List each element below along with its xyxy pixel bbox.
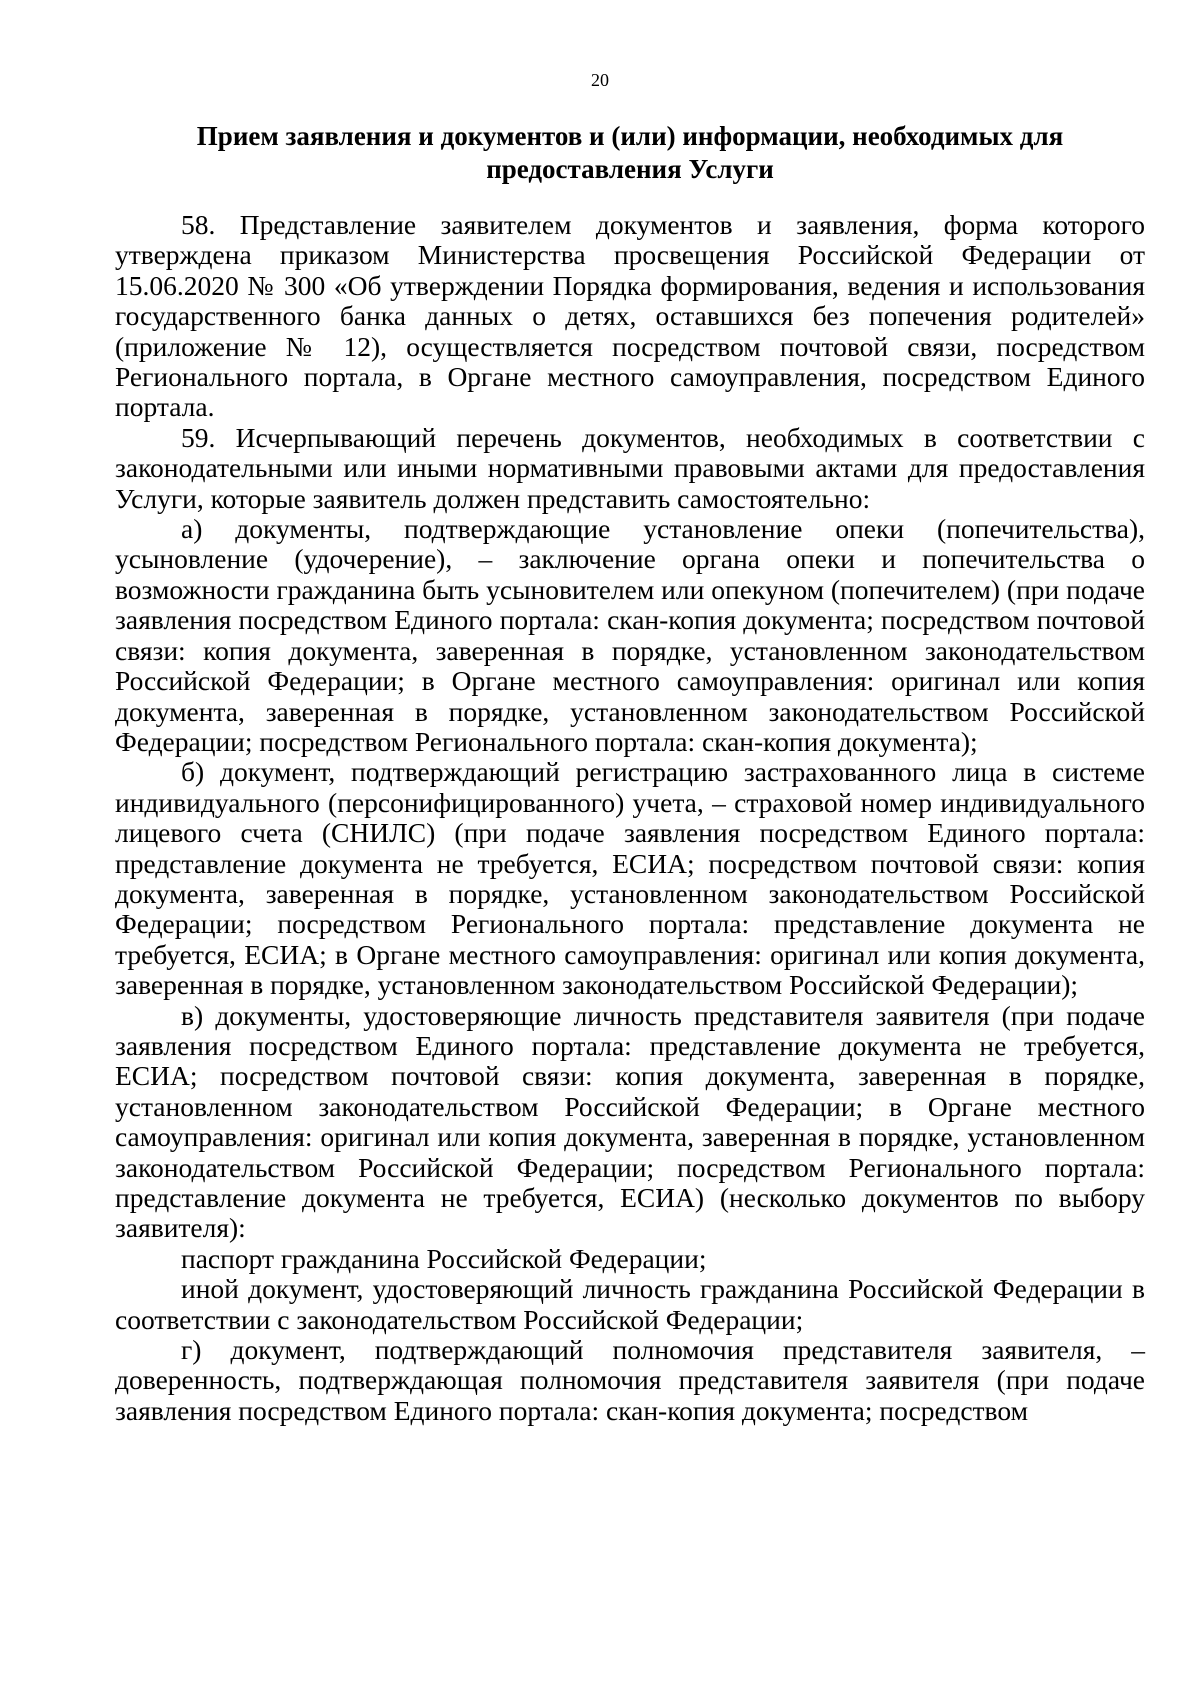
list-item-a: а) документы, подтверждающие установление опеки (попечительства), усыновление (удочерение), – заключение органа опеки и попечительства о возможности гражданина быть усыновителем или опекуном (попечителем) (при подаче заявления посредством Единого портала: скан-копия документа; посредством почтовой связи: копия документа, заверенная в порядке, установленном законодательством Российской Федерации; в Органе местного самоуправления: оригинал или копия документа, заверенная в порядке, установленном законодательством Российской Федерации; посредством Регионального портала: скан-копия документа); (115, 513, 1145, 757)
page-number: 20 (591, 70, 609, 90)
list-item-g: г) документ, подтверждающий полномочия представителя заявителя, – доверенность, подтверждающая полномочия представителя заявителя (при подаче заявления посредством Единого портала: скан-копия документа; посредством (115, 1334, 1145, 1426)
paragraph-58: 58. Представление заявителем документов и заявления, форма которого утверждена приказом Министерства просвещения Российской Федерации от 15.06.2020 № 300 «Об утверждении Порядка формирования, ведения и использования государственного банка данных о детях, оставшихся без попечения родителей» (приложение № 12), осуществляется посредством почтовой связи, посредством Регионального портала, в Органе местного самоуправления, посредством Единого портала. (115, 209, 1145, 423)
list-item-v: в) документы, удостоверяющие личность представителя заявителя (при подаче заявления посредством Единого портала: представление документа не требуется, ЕСИА; посредством почтовой связи: копия документа, заверенная в порядке, установленном законодательством Российской Федерации; в Органе местного самоуправления: оригинал или копия документа, заверенная в порядке, установленном законодательством Российской Федерации; посредством Регионального портала: представление документа не требуется, ЕСИА) (несколько документов по выбору заявителя): (115, 999, 1145, 1244)
paragraph-59: 59. Исчерпывающий перечень документов, необходимых в соответствии с законодательными или иными нормативными правовыми актами для предоставления Услуги, которые заявитель должен представить самостоятельно: (115, 421, 1145, 514)
section-heading: Прием заявления и документов и (или) информации, необходимых для предоставления Услуги (196, 121, 1064, 184)
document-body (115, 210, 1145, 1426)
list-item-b: б) документ, подтверждающий регистрацию застрахованного лица в системе индивидуального (персонифицированного) учета, – страховой номер индивидуального лицевого счета (СНИЛС) (при подаче заявления посредством Единого портала: представление документа не требуется, ЕСИА; посредством почтовой связи: копия документа, заверенная в порядке, установленном законодательством Российской Федерации; посредством Регионального портала: представление документа не требуется, ЕСИА; в Органе местного самоуправления: оригинал или копия документа, заверенная в порядке, установленном законодательством Российской Федерации); (115, 756, 1145, 1001)
sub-item-passport: паспорт гражданина Российской Федерации; (181, 1242, 707, 1274)
sub-item-other-id: иной документ, удостоверяющий личность гражданина Российской Федерации в соответствии с законодательством Российской Федерации; (115, 1273, 1145, 1335)
